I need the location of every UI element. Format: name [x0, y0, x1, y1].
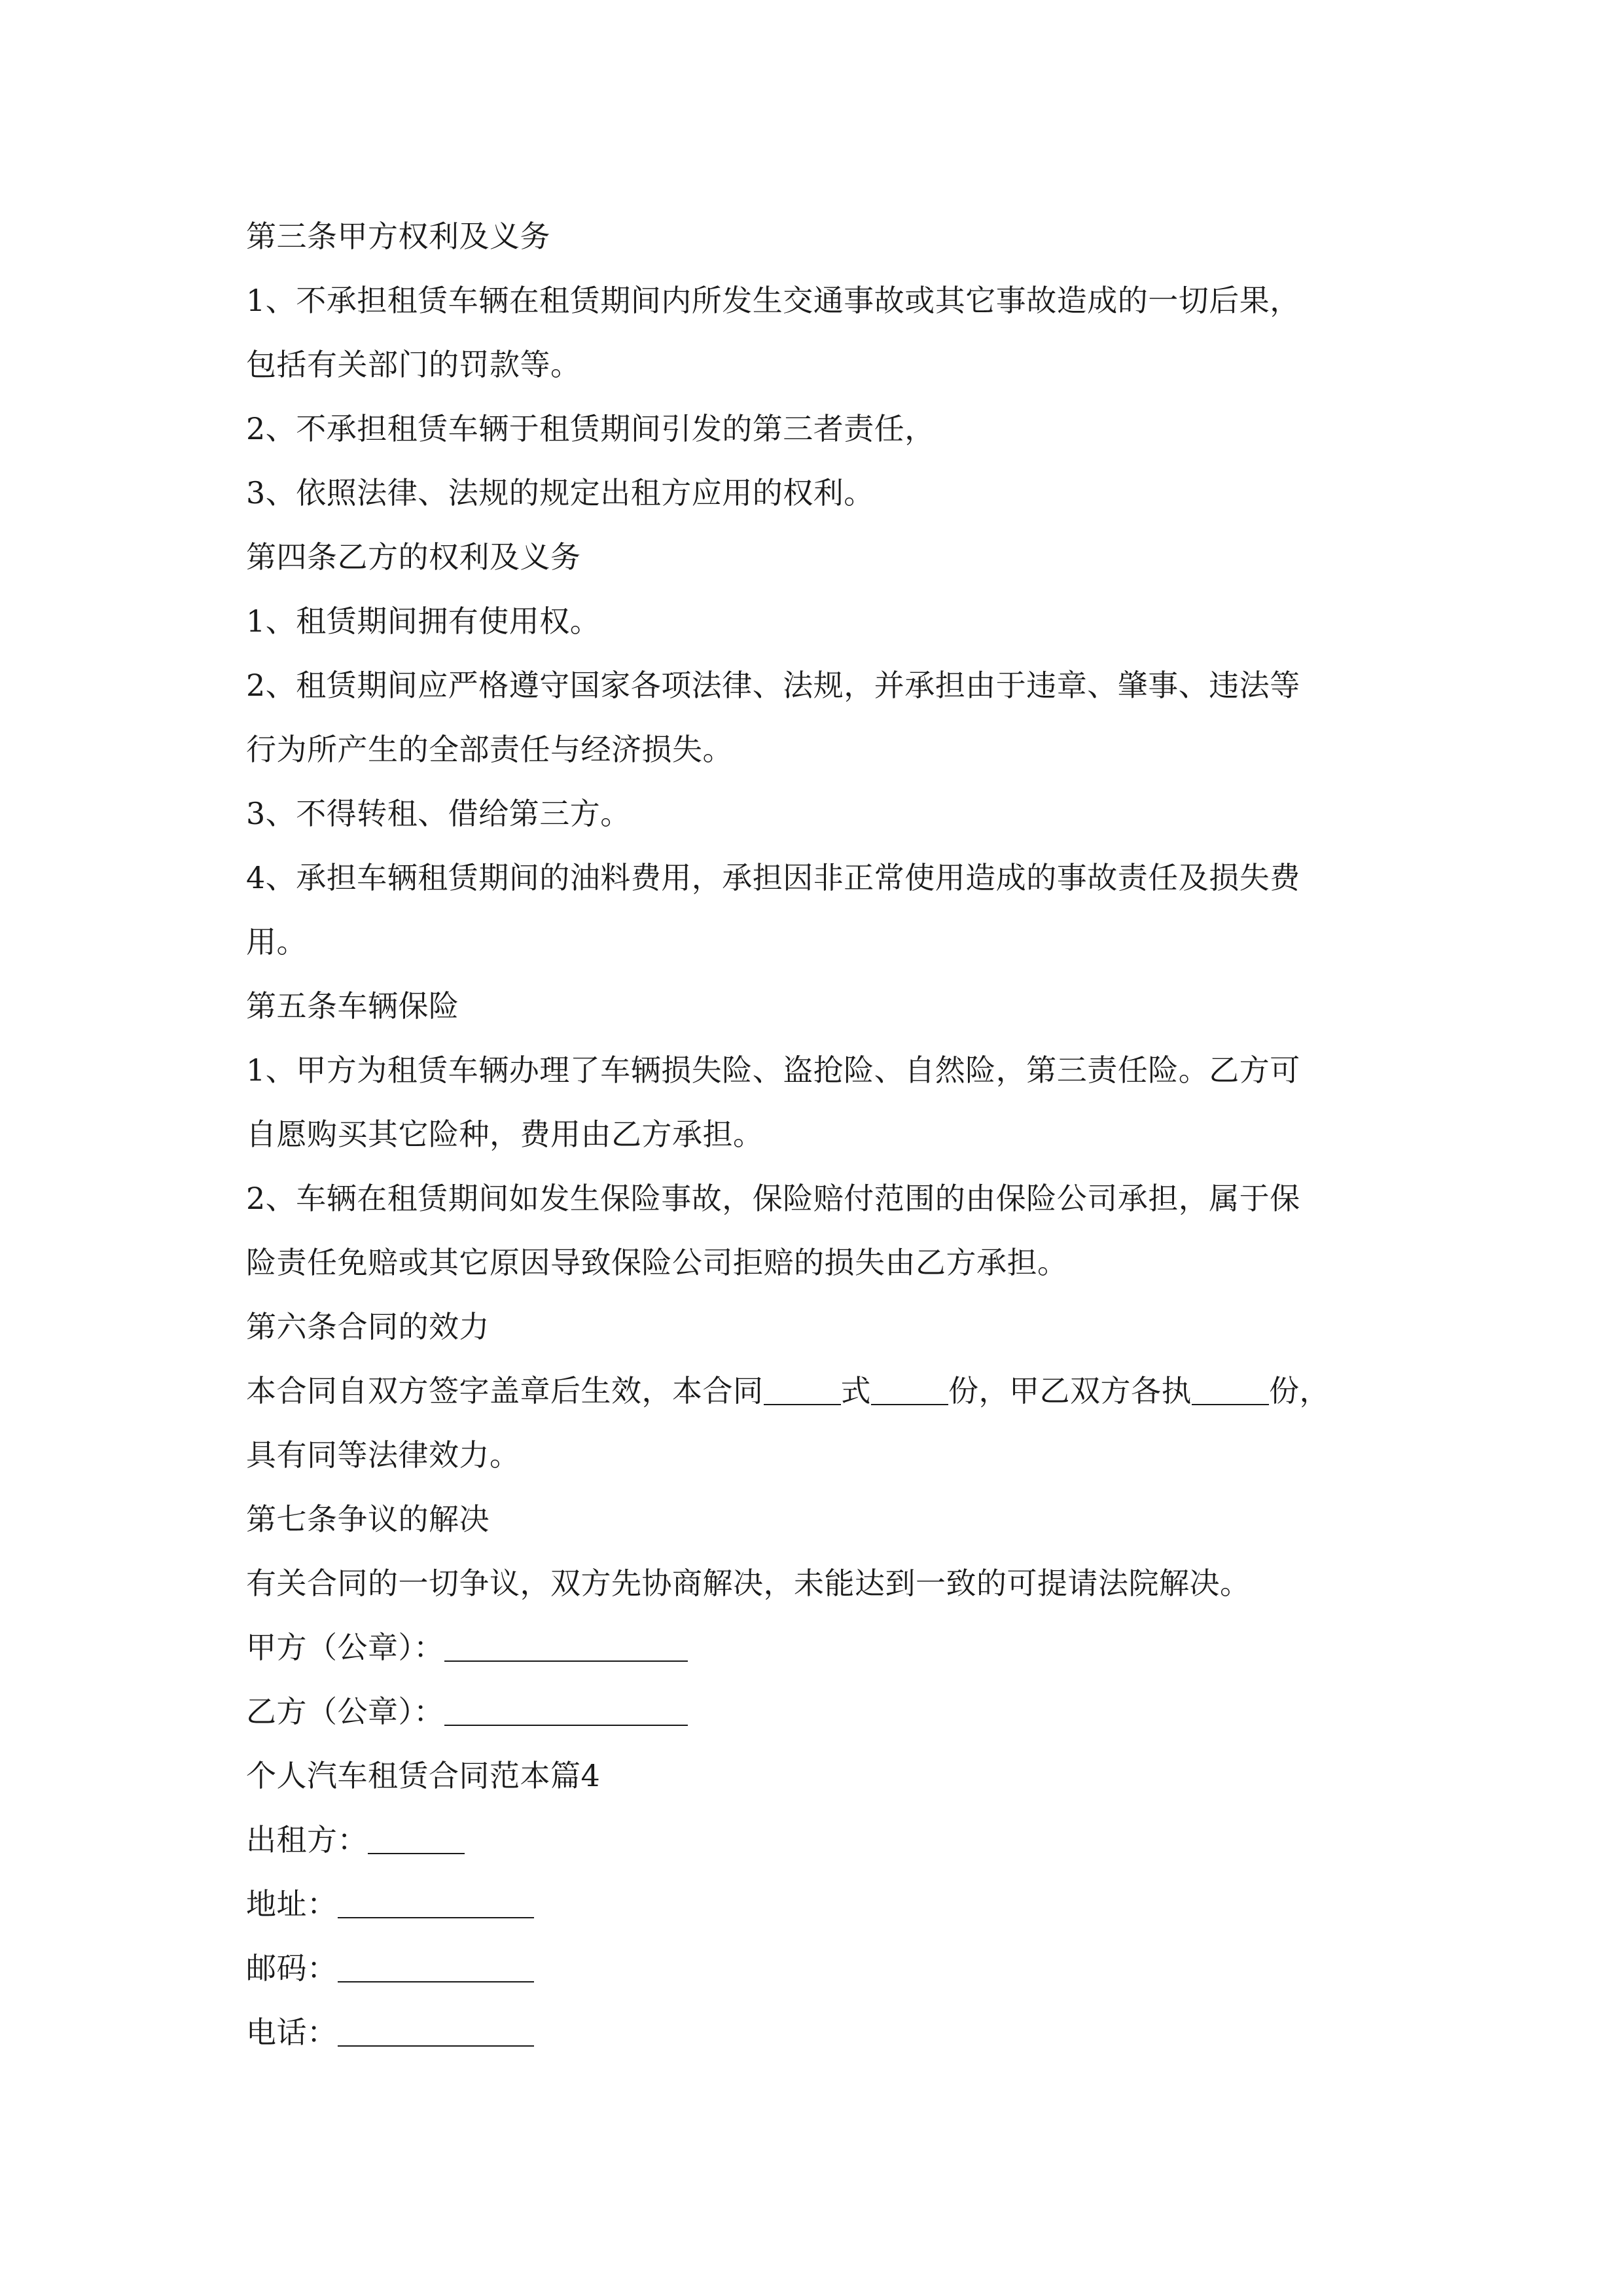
postcode-label: 邮码： [246, 1950, 338, 1986]
article-7-text: 有关合同的一切争议，双方先协商解决，未能达到一致的可提请法院解决。 [246, 1566, 1251, 1601]
party-b-signature [246, 1679, 1398, 1744]
article-4-item-4-cont: 用。 [246, 924, 307, 960]
phone-field [246, 2000, 1398, 2064]
party-a-label: 甲方（公章）： [246, 1630, 444, 1665]
address-blank[interactable] [338, 1887, 534, 1918]
address-field [246, 1872, 1398, 1936]
article-3-item-3: 3、依照法律、法规的规定出租方应用的权利。 [246, 475, 874, 511]
effect-text-4: 份， [1269, 1373, 1330, 1408]
article-6-heading: 第六条合同的效力 [246, 1309, 490, 1344]
postcode-blank[interactable] [338, 1951, 534, 1982]
postcode-field [246, 1936, 1398, 2000]
article-3-item-1: 1、不承担租赁车辆在租赁期间内所发生交通事故或其它事故造成的一切后果， [246, 283, 1300, 318]
copies-each-blank[interactable] [1192, 1374, 1269, 1405]
copies-count-blank[interactable] [871, 1374, 948, 1405]
article-7-heading: 第七条争议的解决 [246, 1501, 490, 1537]
party-a-seal-blank[interactable] [444, 1630, 688, 1662]
article-3-item-1-cont: 包括有关部门的罚款等。 [246, 347, 581, 382]
article-5-heading: 第五条车辆保险 [246, 988, 459, 1024]
article-6-text-cont: 具有同等法律效力。 [246, 1437, 520, 1473]
article-6-text [246, 1359, 1398, 1423]
party-a-signature [246, 1615, 1398, 1679]
article-3-item-2: 2、不承担租赁车辆于租赁期间引发的第三者责任， [246, 411, 935, 446]
article-4-item-3: 3、不得转租、借给第三方。 [246, 796, 631, 831]
phone-blank[interactable] [338, 2015, 534, 2047]
template-4-title: 个人汽车租赁合同范本篇4 [246, 1758, 601, 1793]
article-5-item-1-cont: 自愿购买其它险种，费用由乙方承担。 [246, 1117, 764, 1152]
lessor-label: 出租方： [246, 1822, 368, 1857]
article-4-item-2: 2、租赁期间应严格遵守国家各项法律、法规，并承担由于违章、肇事、违法等 [246, 668, 1300, 703]
lessor-blank[interactable] [368, 1823, 465, 1854]
effect-text-3: 份，甲乙双方各执 [948, 1373, 1192, 1408]
article-4-item-4: 4、承担车辆租赁期间的油料费用，承担因非正常使用造成的事故责任及损失费 [246, 860, 1300, 895]
article-3-heading: 第三条甲方权利及义务 [246, 219, 550, 254]
effect-text-2: 式 [840, 1373, 871, 1408]
article-5-item-1: 1、甲方为租赁车辆办理了车辆损失险、盗抢险、自然险，第三责任险。乙方可 [246, 1052, 1300, 1088]
article-4-item-2-cont: 行为所产生的全部责任与经济损失。 [246, 732, 733, 767]
phone-label: 电话： [246, 2015, 338, 2050]
article-5-item-2: 2、车辆在租赁期间如发生保险事故，保险赔付范围的由保险公司承担，属于保 [246, 1181, 1300, 1216]
article-4-item-1: 1、租赁期间拥有使用权。 [246, 603, 601, 639]
effect-text-1: 本合同自双方签字盖章后生效，本合同 [246, 1373, 764, 1408]
party-b-label: 乙方（公章）： [246, 1694, 444, 1729]
party-b-seal-blank[interactable] [444, 1695, 688, 1726]
document-body [246, 204, 1398, 2064]
copies-total-blank[interactable] [764, 1374, 841, 1405]
address-label: 地址： [246, 1886, 338, 1922]
article-4-heading: 第四条乙方的权利及义务 [246, 539, 581, 575]
lessor-field [246, 1808, 1398, 1872]
article-5-item-2-cont: 险责任免赔或其它原因导致保险公司拒赔的损失由乙方承担。 [246, 1245, 1068, 1280]
